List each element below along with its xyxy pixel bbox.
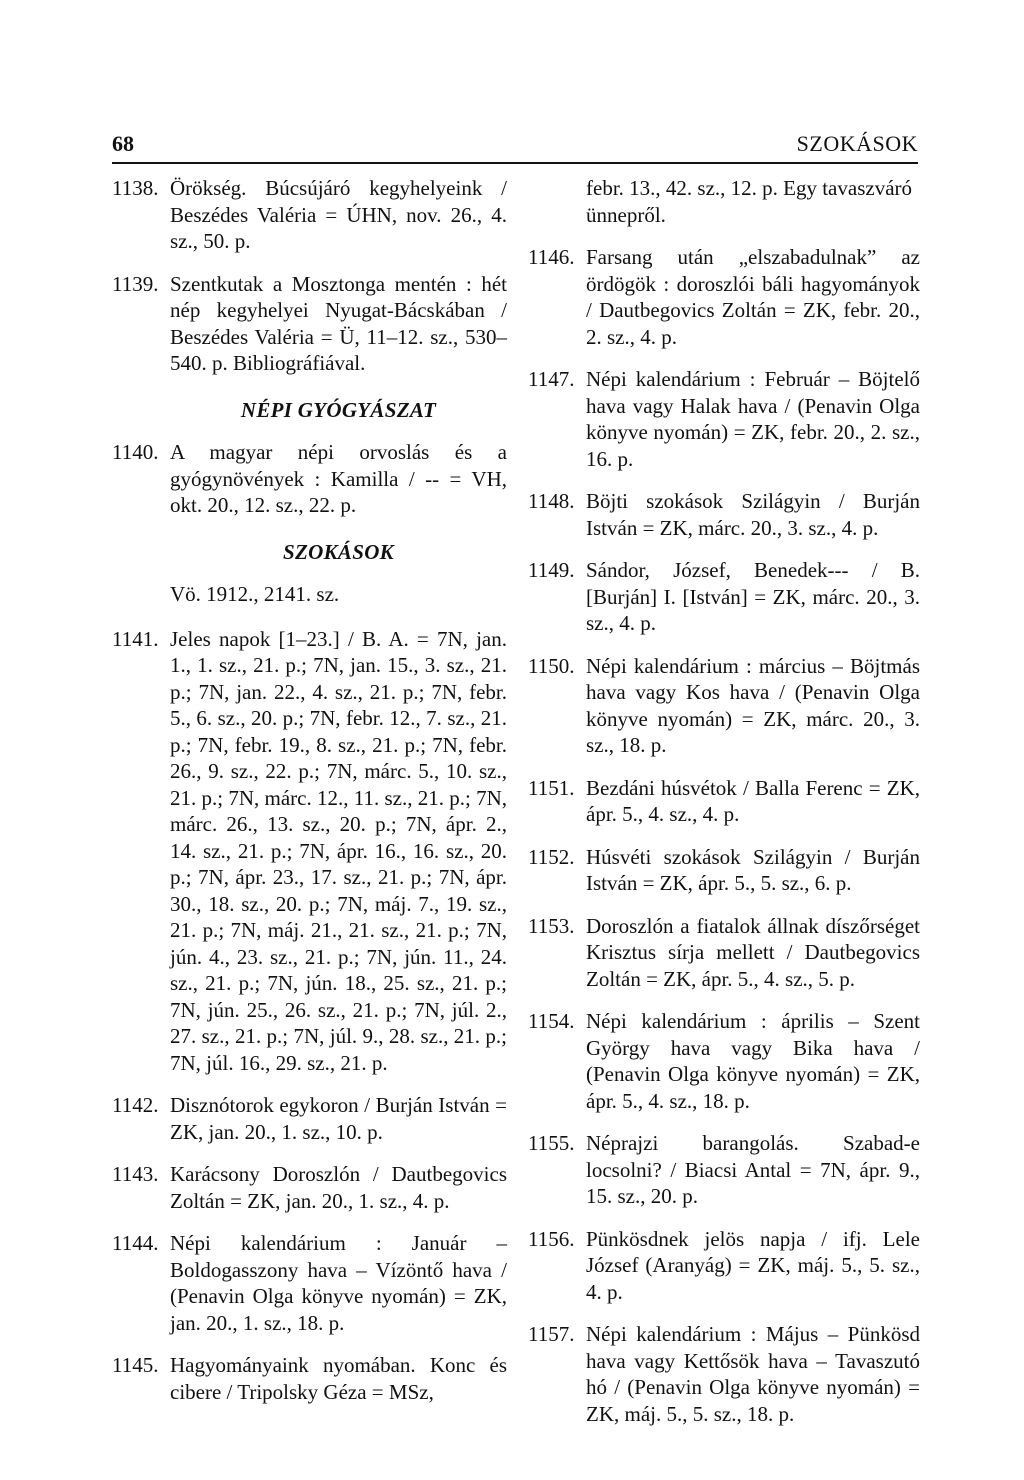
entry-text: Böjti szokások Szilágyin / Burján István = ZK, márc. 20., 3. sz., 4. p. <box>586 489 920 540</box>
entry-number: 1152. <box>528 844 575 869</box>
entry-text: Disznótorok egykoron / Burján István = ZK, jan. 20., 1. sz., 10. p. <box>170 1093 507 1144</box>
entry-1156 <box>528 1226 920 1306</box>
entry-text: Népi kalendárium : március – Böjtmás hava vagy Kos hava / (Penavin Olga könyve nyomán) = ZK, márc. 20., 3. sz., 18. p. <box>586 653 920 757</box>
entry-number: 1140. <box>112 440 159 464</box>
entry-number: 1141. <box>112 626 159 651</box>
entry-text: Szentkutak a Mosztonga mentén : hét nép kegyhelyei Nyugat-Bácskában / Beszédes Valéria = Ü, 11–12. sz., 530–540. p. Bibliográfiával. <box>170 271 507 375</box>
section-heading-nepi-gyogyaszat: NÉPI GYÓGYÁSZAT <box>240 397 437 422</box>
entry-1152 <box>528 844 920 897</box>
entry-text: Népi kalendárium : április – Szent György hava vagy Bika hava / (Penavin Olga könyve nyomán) = ZK, ápr. 5., 4. sz., 18. p. <box>586 1009 920 1113</box>
header-rule <box>112 162 918 164</box>
entry-number: 1156. <box>528 1226 575 1251</box>
entry-1145 <box>112 1352 507 1405</box>
entry-number: 1153. <box>528 913 575 938</box>
entry-number: 1145. <box>112 1353 159 1377</box>
entry-text: Jeles napok [1–23.] / B. A. = 7N, jan. 1., 1. sz., 21. p.; 7N, jan. 15., 3. sz., 21. p.; 7N, jan. 22., 4. sz., 21. p.; 7N, febr. 5., 6. sz., 20. p.; 7N, febr. 12., 7. sz., 21. p.; 7N, febr. 19., 8. sz., 21. p.; 7N, febr. 26., 9. sz., 22. p.; 7N, márc. 5., 10. sz., 21. p.; 7N, márc. 12., 11. sz., 21. p.; 7N, márc. 26., 13. sz., 20. p.; 7N, ápr. 2., 14. sz., 21. p.; 7N, ápr. 16., 16. sz., 20. p.; 7N, ápr. 23., 17. sz., 21. p.; 7N, ápr. 30., 18. sz., 20. p.; 7N, máj. 7., 19. sz., 21. p.; 7N, máj. 21., 21. sz., 21. p.; 7N, jún. 4., 23. sz., 21. p.; 7N, jún. 11., 24. sz., 21. p.; 7N, jún. 18., 25. sz., 21. p.; 7N, jún. 25., 26. sz., 21. p.; 7N, júl. 2., 27. sz., 21. p.; 7N, júl. 9., 28. sz., 21. p.; 7N, júl. 16., 29. sz., 21. p. <box>170 626 507 1075</box>
right-column <box>528 175 920 1443</box>
entry-1147 <box>528 366 920 472</box>
entry-number: 1148. <box>528 489 575 513</box>
left-column <box>112 175 507 1421</box>
entry-text: Örökség. Búcsújáró kegyhelyeink / Beszédes Valéria = ÚHN, nov. 26., 4. sz., 50. p. <box>170 176 507 253</box>
entry-text: Népi kalendárium : Május – Pünkösd hava vagy Kettősök hava – Tavaszutó hó / (Penavin Olga könyve nyomán) = ZK, máj. 5., 5. sz., 18. p. <box>586 1322 920 1426</box>
running-title: SZOKÁSOK <box>796 131 918 156</box>
entry-text: Bezdáni húsvétok / Balla Ferenc = ZK, ápr. 5., 4. sz., 4. p. <box>586 775 920 826</box>
page-header <box>112 127 918 157</box>
entry-number: 1142. <box>112 1093 159 1117</box>
entry-number: 1143. <box>112 1162 159 1186</box>
entry-text: Hagyományaink nyomában. Konc és cibere / Tripolsky Géza = MSz, <box>170 1353 507 1404</box>
entry-1151 <box>528 775 920 828</box>
entry-1154 <box>528 1008 920 1114</box>
entry-1138 <box>112 175 507 255</box>
entry-1142 <box>112 1092 507 1145</box>
entry-text: Húsvéti szokások Szilágyin / Burján István = ZK, ápr. 5., 5. sz., 6. p. <box>586 844 920 895</box>
entry-number: 1147. <box>528 367 575 391</box>
entry-number: 1138. <box>112 176 159 200</box>
entry-1139 <box>112 271 507 377</box>
section-heading-szokasok: SZOKÁSOK <box>283 539 394 564</box>
entry-number: 1144. <box>112 1231 159 1255</box>
entry-1140 <box>112 439 507 519</box>
entry-text: Népi kalendárium : Január – Boldogasszony hava – Vízöntő hava / (Penavin Olga könyve nyomán) = ZK, jan. 20., 1. sz., 18. p. <box>170 1231 507 1335</box>
entry-text: Farsang után „elszabadulnak” az ördögök : doroszlói báli hagyományok / Dautbegovics Zoltán = ZK, febr. 20., 2. sz., 4. p. <box>586 245 920 349</box>
entry-1149 <box>528 557 920 637</box>
entry-1153 <box>528 913 920 993</box>
entry-number: 1155. <box>528 1131 575 1155</box>
entry-1145-continuation: febr. 13., 42. sz., 12. p. Egy tavaszváró ünnepről. <box>586 176 913 227</box>
entry-1141 <box>112 626 507 1077</box>
entry-1148 <box>528 488 920 541</box>
entry-number: 1154. <box>528 1009 575 1033</box>
entry-number: 1157. <box>528 1322 575 1346</box>
entry-text: A magyar népi orvoslás és a gyógynövények : Kamilla / -- = VH, okt. 20., 12. sz., 22. p. <box>170 440 507 517</box>
page-number: 68 <box>112 131 134 156</box>
entry-1157 <box>528 1321 920 1427</box>
entry-1143 <box>112 1161 507 1214</box>
entry-text: Népi kalendárium : Február – Böjtelő hava vagy Halak hava / (Penavin Olga könyve nyomán) = ZK, febr. 20., 2. sz., 16. p. <box>586 367 920 471</box>
entry-text: Néprajzi barangolás. Szabad-e locsolni? / Biacsi Antal = 7N, ápr. 9., 15. sz., 20. p. <box>586 1131 920 1208</box>
entry-1144 <box>112 1230 507 1336</box>
entry-text: Sándor, József, Benedek--- / B. [Burján] I. [István] = ZK, márc. 20., 3. sz., 4. p. <box>586 558 920 635</box>
entry-text: Karácsony Doroszlón / Dautbegovics Zoltán = ZK, jan. 20., 1. sz., 4. p. <box>170 1162 507 1213</box>
entry-number: 1150. <box>528 653 575 678</box>
entry-1146 <box>528 244 920 350</box>
entry-number: 1151. <box>528 775 575 800</box>
entry-number: 1139. <box>112 271 159 296</box>
entry-1155 <box>528 1130 920 1210</box>
entry-number: 1149. <box>528 558 575 582</box>
entry-text: Doroszlón a fiatalok állnak díszőrséget Krisztus sírja mellett / Dautbegovics Zoltán = ZK, ápr. 5., 4. sz., 5. p. <box>586 913 920 991</box>
see-also-reference: Vö. 1912., 2141. sz. <box>170 582 340 606</box>
entry-text: Pünkösdnek jelös napja / ifj. Lele József (Aranyág) = ZK, máj. 5., 5. sz., 4. p. <box>586 1226 920 1304</box>
entry-number: 1146. <box>528 245 575 269</box>
entry-1150 <box>528 653 920 759</box>
